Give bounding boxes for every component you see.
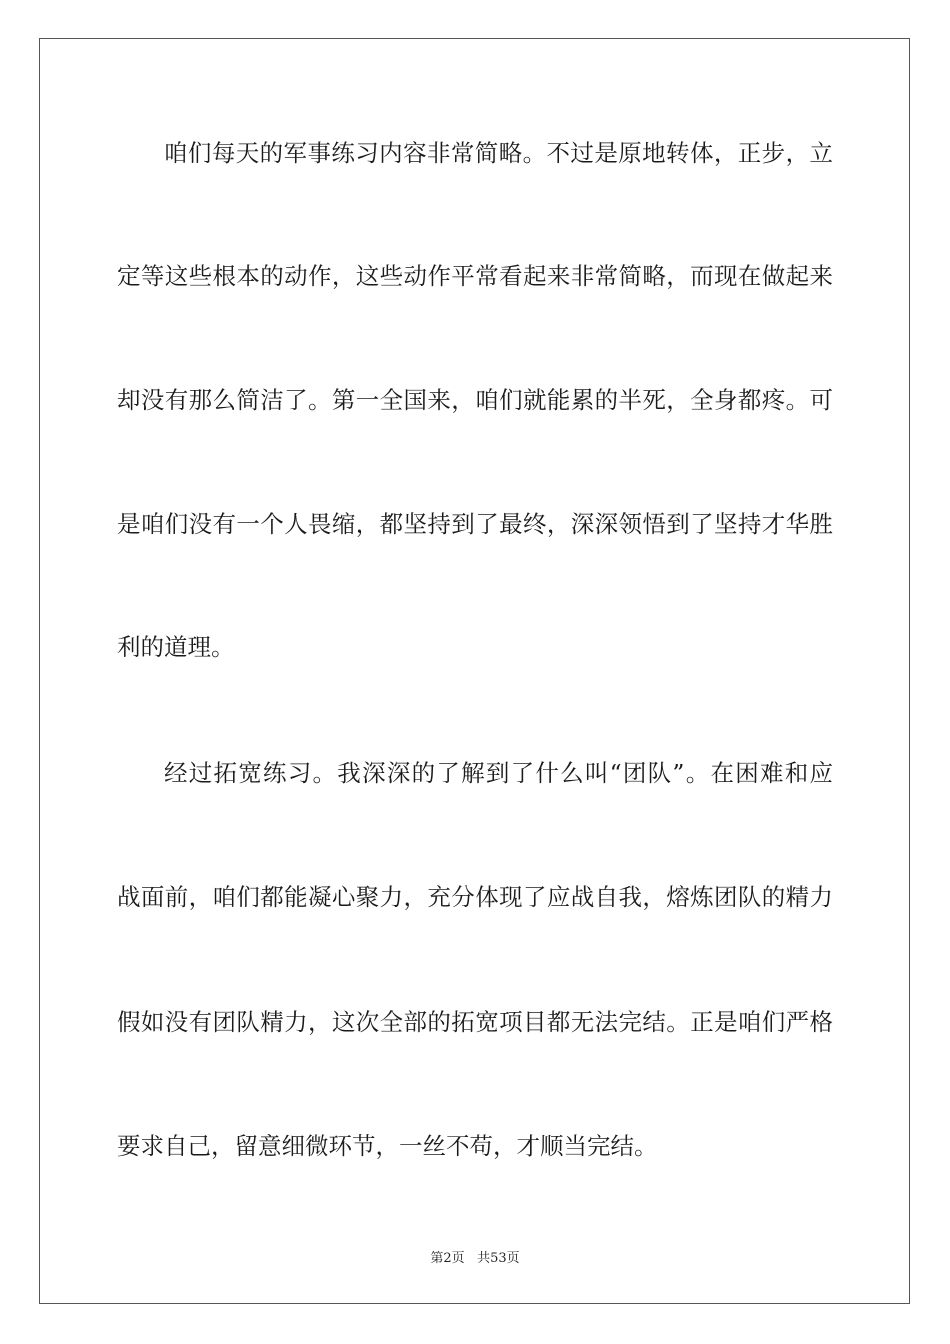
page-border — [39, 38, 910, 1304]
page-footer — [0, 1247, 950, 1266]
page-number: 2 — [443, 1251, 452, 1266]
paragraph-1-line-1: 咱们每天的军事练习内容非常简略。不过是原地转体，正步，立 — [164, 139, 833, 167]
page-prefix: 第 — [430, 1251, 444, 1266]
paragraph-2-line-2: 战面前，咱们都能凝心聚力，充分体现了应战自我，熔炼团队的精力 — [117, 883, 833, 911]
paragraph-1-line-2: 定等这些根本的动作，这些动作平常看起来非常简略，而现在做起来 — [117, 262, 833, 290]
paragraph-1-line-3: 却没有那么简洁了。第一全国来，咱们就能累的半死，全身都疼。可 — [117, 386, 833, 414]
total-pages: 53 — [490, 1251, 507, 1266]
paragraph-2-line-1: 经过拓宽练习。我深深的了解到了什么叫“团队”。在困难和应 — [164, 759, 833, 787]
page-suffix: 页 — [451, 1251, 465, 1266]
paragraph-1-line-4: 是咱们没有一个人畏缩，都坚持到了最终，深深领悟到了坚持才华胜 — [117, 510, 833, 538]
total-prefix: 共 — [477, 1251, 491, 1266]
paragraph-2-line-3: 假如没有团队精力，这次全部的拓宽项目都无法完结。正是咱们严格 — [117, 1008, 833, 1036]
paragraph-2-line-4: 要求自己，留意细微环节，一丝不苟，才顺当完结。 — [117, 1132, 658, 1160]
paragraph-1-line-5: 利的道理。 — [117, 633, 235, 661]
total-suffix: 页 — [506, 1251, 520, 1266]
